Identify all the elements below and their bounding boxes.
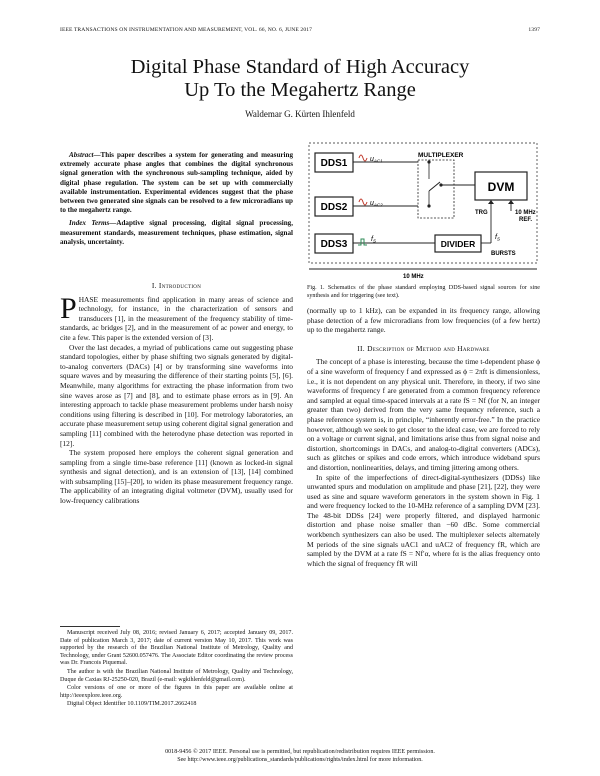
- intro-paragraph-1: PHASE measurements find application in many areas of science and technology, for instance, in the characterization of sensors and transducers [1], in the measurement of the frequency stability of time-standards, ac bridges [2], and in the measurement of ac power and energy, to cite a few. This paper is the extended version of [3].: [60, 291, 293, 342]
- section-heading-method: II. Description of Method and Hardware: [357, 343, 490, 353]
- method-paragraph-2: In spite of the imperfections of direct-digital-synthesizers (DDSs) like unwanted spurs and modulation on amplitude and phase [21], [22], they were used as sine and square waveform generators in the system shown in Fig. 1 and were frequency locked to the 10-MHz reference of a sampling DVM [23]. The 48-bit DDSs [24] were properly filtered, and displayed harmonic distortion and phase noise smaller than −60 dBc. Some commercial workbench synthesizers can also be used. The multiplexer selects alternately M periods of the sine signals uAC1 and uAC2 of frequency fR, which are sampled by the DVM at a rate fS = Nf′α, where fα is the alias frequency onto which the signal of frequency fR will: [307, 472, 540, 568]
- bursts-label: BURSTS: [491, 251, 516, 257]
- intro-paragraph-4: (normally up to 1 kHz), can be expanded in its frequency range, allowing phase detection of a few microradians from low frequencies (of a few hertz) up to the megahertz range.: [307, 306, 540, 335]
- index-terms: Index Terms—Adaptive signal processing, digital signal processing, measurement standards, measurement techniques, phase estimation, signal analysis, uncertainty.: [60, 219, 293, 246]
- multiplexer-label: MULTIPLEXER: [418, 152, 464, 159]
- fs-label-divider: $f_S$: [495, 234, 500, 242]
- sine-wave-icon: [359, 155, 367, 161]
- dds1-label: DDS1: [320, 158, 348, 169]
- index-terms-text: Adaptive signal processing, digital signal processing, measurement standards, measurement techniques, phase estimation, signal analysis, uncertainty.: [60, 219, 293, 246]
- trg-label: TRG: [475, 210, 488, 216]
- divider-label: DIVIDER: [440, 239, 476, 249]
- introduction: [60, 281, 293, 506]
- title-line-2: Up To the Megahertz Range: [184, 79, 416, 101]
- clock-label: 10 MHz: [403, 274, 424, 280]
- paper-title: [0, 56, 600, 102]
- running-header: IEEE TRANSACTIONS ON INSTRUMENTATION AND MEASUREMENT, VOL. 66, NO. 6, JUNE 2017: [60, 27, 313, 33]
- square-wave-icon: [358, 239, 367, 245]
- dds3-label: DDS3: [320, 239, 348, 250]
- intro-paragraph-2: Over the last decades, a myriad of publications came out suggesting phase standard topologies, either by phase shifting two signals generated by digital-to-analog converters (DACs) [4] or by transforming sine waveforms into square waves and by measuring the difference of their starting points [5], [6]. Meanwhile, many algorithms for extracting the phase information from two sine waves arose as [7] and [8], and to estimate phase errors as in [9]. An interesting approach to tackle phase measurement problems under harsh noisy conditions using filtering is described in [10]. For metrology laboratories, an accurate phase measurement setup using coherent digital signal generation and sampling [11] combined with the heterodyne phase detection was reported in [12].: [60, 342, 293, 448]
- copyright-line: 0018-9456 © 2017 IEEE. Personal use is permitted, but republication/redistribution requires IEEE permission.: [165, 749, 435, 755]
- page-number: 1397: [528, 27, 540, 33]
- figure-1-schematic: [305, 141, 542, 281]
- footnote-color: Color versions of one or more of the figures in this paper are available online at http://ieeexplore.ieee.org.: [60, 685, 293, 699]
- footnotes: [60, 630, 293, 710]
- footnote-doi: Digital Object Identifier 10.1109/TIM.2017.2662418: [67, 701, 197, 708]
- abstract-text: This paper describes a system for generating and measuring extremely accurate phase angles that combines the digital synchronous signal generation with the synchronous sub-sampling technique, aided by digital phase regulation. The system can be set up with commercially available instrumentation. Experimental evidences suggest that the phase between two generated sine signals can be resolved to a few microradians up to the megahertz range.: [60, 151, 293, 215]
- intro-paragraph-3: The system proposed here employs the coherent signal generation and sampling from a single time-base reference [11] (known as locked-in signal synthesis and signal detection), and is an extension of [13], [14] combined with subsampling [15]–[20], to widen its phase measurement frequency range. The applicability of an integrating digital voltmeter (DVM), usually used for low-frequency calibrations: [60, 448, 293, 506]
- ref-freq-label: 10 MHz: [515, 210, 536, 216]
- abstract: Abstract—This paper describes a system for generating and measuring extremely accurate phase angles that combines the digital synchronous signal generation with the synchronous sub-sampling technique, aided by digital phase regulation. The system can be set up with commercially available instrumentation. Experimental evidences suggest that the phase between two generated sine signals can be resolved to a few microradians up to the megahertz range.: [60, 151, 293, 215]
- ref-label: REF.: [519, 217, 533, 223]
- rights-link[interactable]: See http://www.ieee.org/publications_standards/publications/rights/index.html for more information.: [177, 757, 423, 763]
- index-terms-label: Index Terms: [69, 219, 110, 228]
- title-line-1: Digital Phase Standard of High Accuracy: [130, 56, 470, 78]
- copyright-footer: [0, 748, 600, 764]
- sine-wave-icon: [359, 199, 367, 205]
- uac1-label: $u_{AC1}$: [370, 156, 383, 164]
- figure-1-caption: Fig. 1. Schematics of the phase standard employing DDS-based signal sources for sine synthesis and for triggering (see text).: [307, 285, 540, 299]
- section-heading-introduction: I. Introduction: [151, 281, 202, 290]
- uac2-label: $u_{AC2}$: [370, 200, 383, 208]
- footnote-rule: [60, 626, 120, 627]
- abstract-label: Abstract: [69, 151, 94, 159]
- right-column: [307, 306, 540, 568]
- authors: Waldemar G. Kürten Ihlenfeld: [245, 109, 355, 119]
- multiplexer-block: [418, 160, 454, 218]
- footnote-affiliation: The author is with the Brazilian National Institute of Metrology, Quality and Technology, Duque de Caxias RJ-25250-020, Brazil (e-mail: wgkihlenfeld@gmail.com).: [60, 668, 293, 683]
- multiplexer-switch: [429, 182, 440, 191]
- abstract-block: [60, 151, 293, 251]
- dds2-label: DDS2: [320, 202, 348, 213]
- dvm-label: DVM: [487, 180, 515, 194]
- footnote-received: Manuscript received July 08, 2016; revised January 6, 2017; accepted January 09, 2017. Date of publication March 3, 2017; date of current version May 10, 2017. This work was supported by the research of the Brazilian National Institute of Metrology, Quality and Technology, under Grant 52600.057476. The Associate Editor coordinating the review process was Dr. Francois Piquemal.: [60, 630, 293, 667]
- fs-label-dds3: $f_S$: [371, 236, 376, 244]
- drop-cap: P: [60, 291, 77, 325]
- method-paragraph-1: The concept of a phase is interesting, because the time t-dependent phase ϕ of a sine waveform of frequency f and expressed as ϕ = 2πft is dimensionless, i.e., it is not dependent on any physical unit. Therefore, in theory, if two sine waveforms of frequency f are generated from a common frequency reference and sampled at equal time-spaced intervals at a rate fS = Nf (for N, an integer greater than two) derived from the very same frequency reference, such a phase reference system is, in principle, “inherently error-free.” In the practice however, although we seek to get closer to the ideal case, we are forced to rely on a voltage or current signal, and limitations arise thus from signal noise and distortion, shortcomings in DACs, and analog-to-digital converters (ADCs), such as glitches or spikes and code errors, which introduce wideband spurs and distortion, nonlinearities, delays, and timing jittering among others.: [307, 357, 540, 472]
